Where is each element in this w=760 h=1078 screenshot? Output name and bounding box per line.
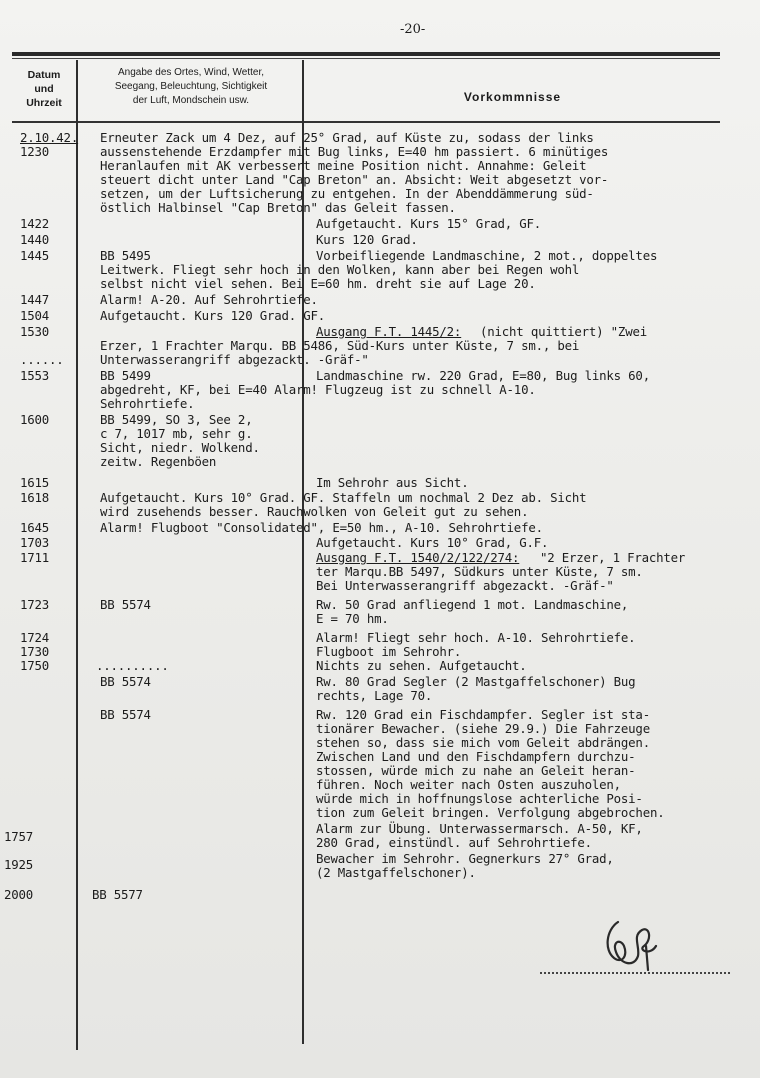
signature-line [540,972,730,974]
log-line: rechts, Lage 70. [316,688,433,703]
log-line: Sicht, niedr. Wolkend. [100,440,260,455]
log-line: Ausgang F.T. 1445/2: [316,324,462,339]
log-line: Kurs 120 Grad. [316,232,418,247]
header-bottom-rule [12,121,720,123]
header-location-line: der Luft, Mondschein usw. [132,95,250,106]
log-line: Sehrohrtiefe. [100,396,195,411]
log-line: 1703 [20,535,50,550]
log-line: Erneuter Zack um 4 Dez, auf 25° Grad, auf Küste zu, sodass der links [100,130,594,145]
log-line: 1730 [20,644,50,659]
log-line: BB 5574 [100,597,151,612]
log-line: tion zum Geleit bringen. Verfolgung abgebrochen. [316,805,665,820]
log-line: BB 5577 [92,887,143,902]
log-line: 1445 [20,248,50,263]
log-line: 1750 [20,658,50,673]
log-line: würde mich in hoffnungslose achterliche Posi- [316,791,643,806]
log-line: Rw. 50 Grad anfliegend 1 mot. Landmaschine, [316,597,629,612]
log-line: BB 5499, SO 3, See 2, [100,412,253,427]
log-line: 1553 [20,368,50,383]
log-line: (nicht quittiert) "Zwei [480,324,647,339]
log-line: Erzer, 1 Frachter Marqu. BB 5486, Süd-Kurs unter Küste, 7 sm., bei [100,338,580,353]
log-line: Nichts zu sehen. Aufgetaucht. [316,658,527,673]
log-line: Bewacher im Sehrohr. Gegnerkurs 27° Grad, [316,851,614,866]
log-line: 1925 [4,857,34,872]
header-events: Vorkommnisse [463,90,562,104]
header-date-line: Datum [27,69,61,81]
log-line: BB 5574 [100,674,151,689]
log-line: Aufgetaucht. Kurs 10° Grad, G.F. [316,535,549,550]
log-line: Rw. 120 Grad ein Fischdampfer. Segler ist sta- [316,707,650,722]
log-line: Leitwerk. Fliegt sehr hoch in den Wolken, kann aber bei Regen wohl [100,262,580,277]
log-line: E = 70 hm. [316,611,389,626]
log-line: Ausgang F.T. 1540/2/122/274: [316,550,520,565]
header-top-rule [12,52,720,56]
log-line: tionärer Bewacher. (siehe 29.9.) Die Fahrzeuge [316,721,650,736]
log-line: 1618 [20,490,50,505]
log-line: steuert dicht unter Land "Cap Breton" an. Absicht: Weit abgesetzt vor- [100,172,609,187]
log-line: stehen so, dass sie mich vom Geleit abdrängen. [316,735,650,750]
header-date-line: Uhrzeit [26,97,62,109]
log-line: setzen, um der Luftsicherung zu entgehen. In der Abenddämmerung süd- [100,186,594,201]
header-location [82,66,300,108]
log-line: Landmaschine rw. 220 Grad, E=80, Bug links 60, [316,368,650,383]
log-line: Zwischen Land und den Fischdampfern durchzu- [316,749,636,764]
log-line: ter Marqu.BB 5497, Südkurs unter Küste, 7 sm. [316,564,643,579]
log-line: 1615 [20,475,50,490]
log-line: Alarm! Fliegt sehr hoch. A-10. Sehrohrtiefe. [316,630,636,645]
log-line: BB 5499 [100,368,151,383]
log-line: 1230 [20,144,50,159]
page-number: -20- [400,22,426,37]
log-line: Im Sehrohr aus Sicht. [316,475,469,490]
log-line: Flugboot im Sehrohr. [316,644,462,659]
log-line: führen. Noch weiter nach Osten auszuholen, [316,777,621,792]
log-line: Aufgetaucht. Kurs 120 Grad. GF. [100,308,326,323]
log-line: 280 Grad, einstündl. auf Sehrohrtiefe. [316,835,592,850]
header-location-line: Angabe des Ortes, Wind, Wetter, [118,67,264,78]
log-line: Vorbeifliegende Landmaschine, 2 mot., doppeltes [316,248,658,263]
log-line: Bei Unterwasserangriff abgezackt. -Gräf-" [316,578,614,593]
signature-image [598,916,664,972]
log-line: 1530 [20,324,50,339]
log-line: Alarm zur Übung. Unterwassermarsch. A-50, KF, [316,821,643,836]
log-line: östlich Halbinsel "Cap Breton" das Geleit fassen. [100,200,456,215]
log-line: aussenstehende Erzdampfer mit Bug links, E=40 hm passiert. 6 minütiges [100,144,609,159]
log-line: 1440 [20,232,50,247]
log-line: 2.10.42. [20,130,79,145]
log-line: Alarm! Flugboot "Consolidated", E=50 hm., A-10. Sehrohrtiefe. [100,520,543,535]
log-line: "2 Erzer, 1 Frachter [540,550,686,565]
log-line: 1447 [20,292,50,307]
log-line: 1724 [20,630,50,645]
header-date-time [14,68,74,110]
log-line: .......... [96,658,169,673]
log-line: 1600 [20,412,50,427]
log-line: BB 5574 [100,707,151,722]
log-line: zeitw. Regenböen [100,454,217,469]
header-date-line: und [34,83,54,95]
log-line: Rw. 80 Grad Segler (2 Mastgaffelschoner) Bug [316,674,636,689]
log-line: 1504 [20,308,50,323]
log-line: Aufgetaucht. Kurs 15° Grad, GF. [316,216,542,231]
header-top-rule-thin [12,58,720,59]
log-line: stossen, würde mich zu nahe an Geleit heran- [316,763,636,778]
log-line: ...... [20,352,64,367]
log-line: Alarm! A-20. Auf Sehrohrtiefe. [100,292,318,307]
log-line: c 7, 1017 mb, sehr g. [100,426,253,441]
log-line: 1645 [20,520,50,535]
log-line: Heranlaufen mit AK verbessert meine Position nicht. Annahme: Geleit [100,158,587,173]
log-line: 1711 [20,550,50,565]
column-divider-date [76,60,78,1050]
log-line: Aufgetaucht. Kurs 10° Grad. GF. Staffeln um nochmal 2 Dez ab. Sicht [100,490,587,505]
log-line: 1422 [20,216,50,231]
log-line: wird zusehends besser. Rauchwolken von Geleit gut zu sehen. [100,504,529,519]
log-line: BB 5495 [100,248,151,263]
log-line: 1757 [4,829,34,844]
log-line: selbst nicht viel sehen. Bei E=60 hm. dreht sie auf Lage 20. [100,276,536,291]
log-line: (2 Mastgaffelschoner). [316,865,476,880]
log-line: Unterwasserangriff abgezackt. -Gräf-" [100,352,369,367]
log-line: 2000 [4,887,34,902]
log-line: 1723 [20,597,50,612]
header-location-line: Seegang, Beleuchtung, Sichtigkeit [114,81,268,92]
log-line: abgedreht, KF, bei E=40 Alarm! Flugzeug ist zu schnell A-10. [100,382,536,397]
